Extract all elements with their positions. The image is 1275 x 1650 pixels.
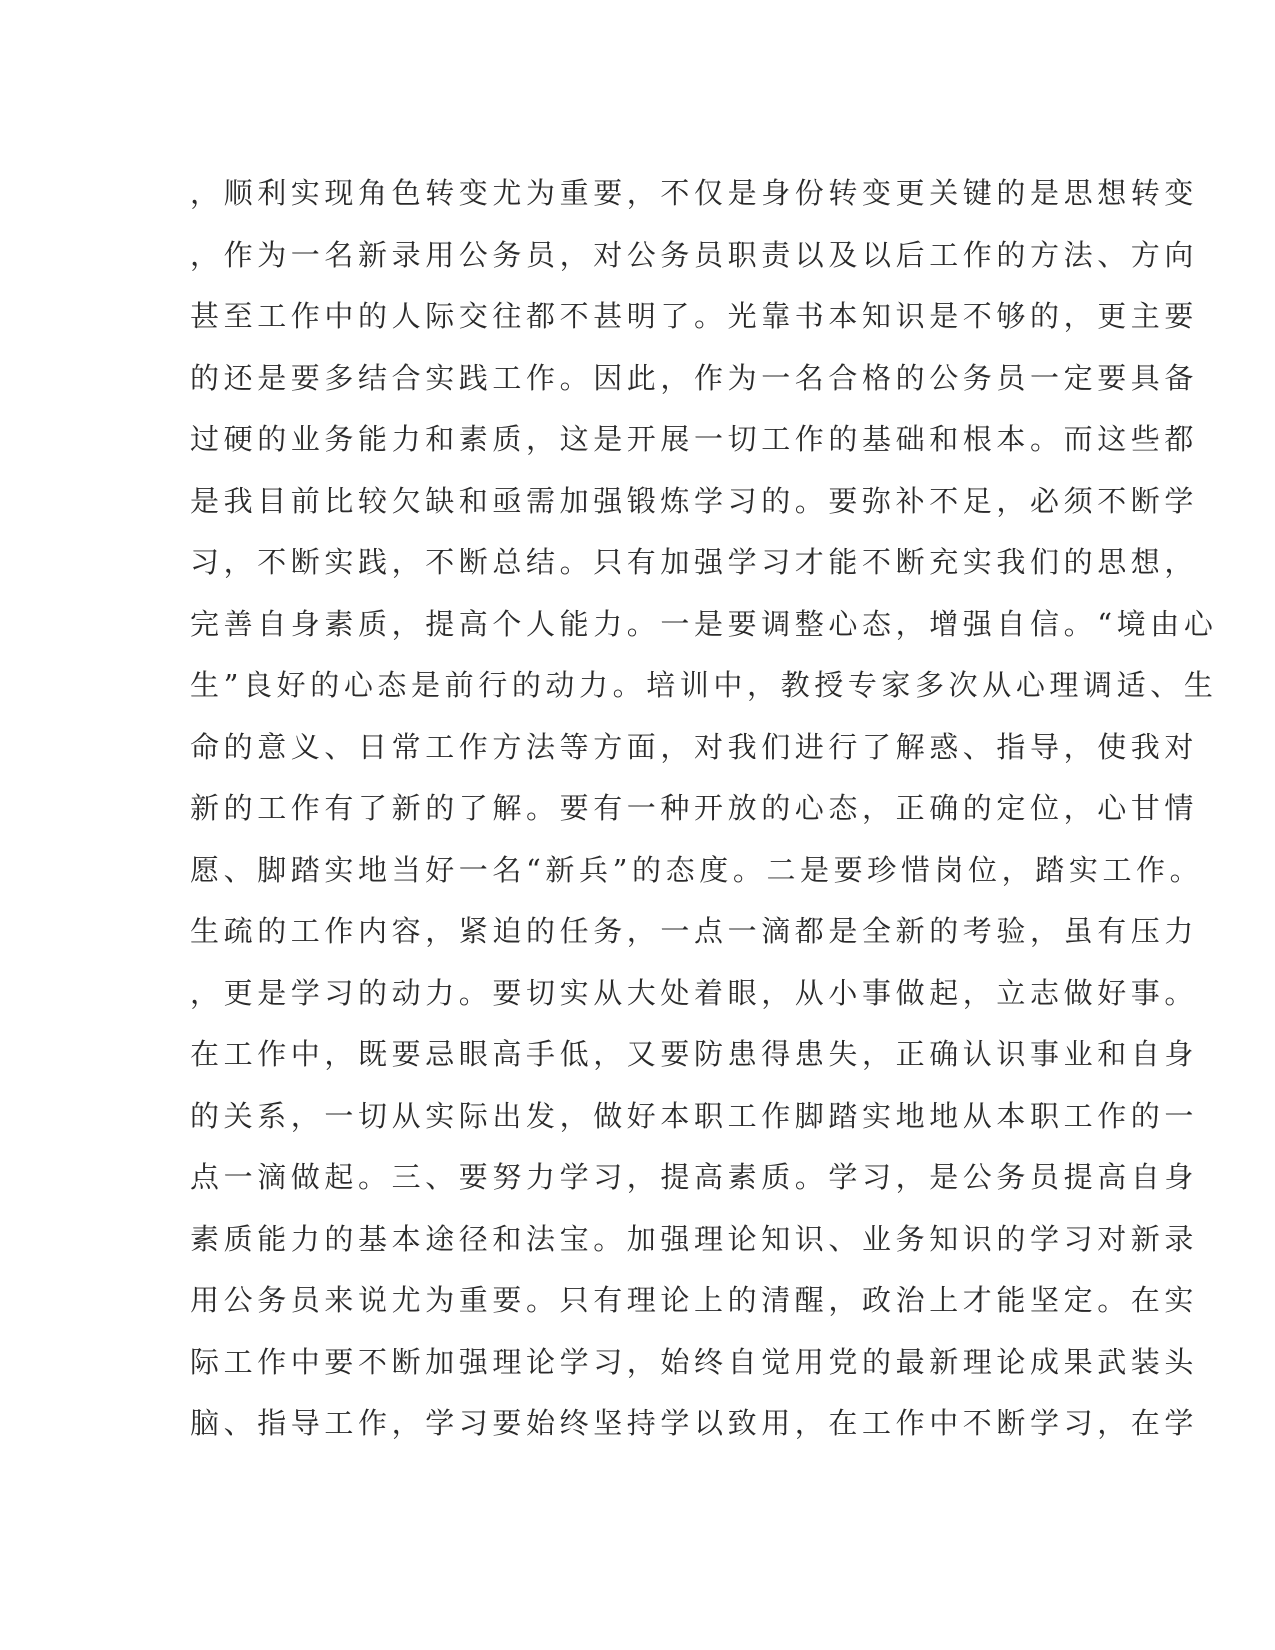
text-line-12: 愿、脚踏实地当好一名“新兵”的态度。二是要珍惜岗位，踏实工作。: [190, 852, 1204, 887]
text-line-2: ，作为一名新录用公务员，对公务员职责以及以后工作的方法、方向: [190, 237, 1199, 272]
text-line-5: 过硬的业务能力和素质，这是开展一切工作的基础和根本。而这些都: [190, 422, 1199, 456]
text-line-11: 新的工作有了新的了解。要有一种开放的心态，正确的定位，心甘情: [190, 791, 1199, 825]
text-line-1: ，顺利实现角色转变尤为重要，不仅是身份转变更关键的是思想转变: [190, 176, 1199, 210]
text-line-3: 甚至工作中的人际交往都不甚明了。光靠书本知识是不够的，更主要: [190, 299, 1199, 333]
text-line-20: 际工作中要不断加强理论学习，始终自觉用党的最新理论成果武装头: [190, 1344, 1199, 1379]
text-line-19: 用公务员来说尤为重要。只有理论上的清醒，政治上才能坚定。在实: [190, 1283, 1199, 1317]
text-line-7: 习，不断实践，不断总结。只有加强学习才能不断充实我们的思想，: [190, 545, 1199, 579]
text-line-17: 点一滴做起。三、要努力学习，提高素质。学习，是公务员提高自身: [190, 1160, 1199, 1194]
text-line-13: 生疏的工作内容，紧迫的任务，一点一滴都是全新的考验，虽有压力: [190, 914, 1199, 948]
text-line-8: 完善自身素质，提高个人能力。一是要调整心态，增强自信。“境由心: [190, 606, 1218, 641]
body-text: [190, 163, 1218, 1455]
text-line-10: 命的意义、日常工作方法等方面，对我们进行了解惑、指导，使我对: [190, 729, 1199, 764]
text-line-18: 素质能力的基本途径和法宝。加强理论知识、业务知识的学习对新录: [190, 1221, 1199, 1256]
text-line-16: 的关系，一切从实际出发，做好本职工作脚踏实地地从本职工作的一: [190, 1098, 1199, 1133]
text-line-15: 在工作中，既要忌眼高手低，又要防患得患失，正确认识事业和自身: [190, 1037, 1199, 1071]
text-line-6: 是我目前比较欠缺和亟需加强锻炼学习的。要弥补不足，必须不断学: [190, 483, 1199, 518]
text-line-14: ，更是学习的动力。要切实从大处着眼，从小事做起，立志做好事。: [190, 975, 1199, 1010]
text-line-9: 生”良好的心态是前行的动力。培训中，教授专家多次从心理调适、生: [190, 668, 1218, 702]
text-line-4: 的还是要多结合实践工作。因此，作为一名合格的公务员一定要具备: [190, 360, 1199, 395]
text-line-21: 脑、指导工作，学习要始终坚持学以致用，在工作中不断学习，在学: [190, 1406, 1199, 1440]
